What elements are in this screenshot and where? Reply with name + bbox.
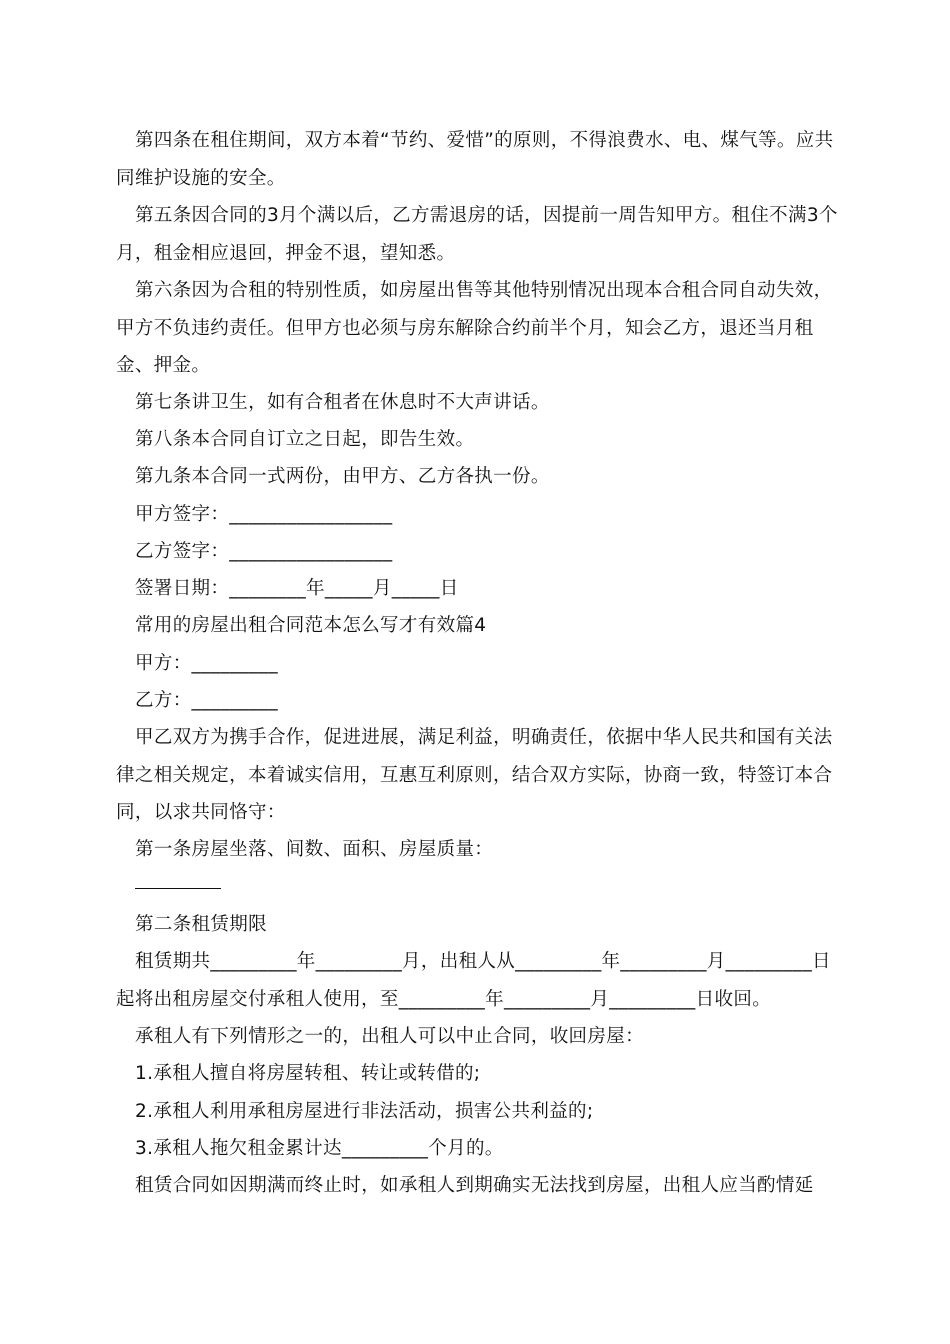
clause-1-blank-line xyxy=(135,888,221,889)
clause-1-paragraph: 第一条房屋坐落、间数、面积、房屋质量： xyxy=(135,839,494,860)
signing-date-line: 签署日期：________年_____月_____日 xyxy=(135,578,459,599)
termination-item-2: 2.承租人利用承租房屋进行非法活动，损害公共利益的; xyxy=(135,1101,594,1122)
party-a-line: 甲方：_________ xyxy=(135,653,278,674)
article-8-paragraph: 第八条本合同自订立之日起，即告生效。 xyxy=(135,429,475,450)
expiry-paragraph: 租赁合同如因期满而终止时，如承租人到期确实无法找到房屋，出租人应当酌情延 xyxy=(135,1175,814,1196)
article-6-paragraph: 第六条因为合租的特别性质，如房屋出售等其他特别情况出现本合租合同自动失效，甲方不负违约责任。但甲方也必须与房东解除合约前半个月，知会乙方，退还当月租金、押金。 xyxy=(116,280,833,376)
article-9-paragraph: 第九条本合同一式两份，由甲方、乙方各执一份。 xyxy=(135,466,550,487)
party-a-signature-line: 甲方签字：_________________ xyxy=(135,504,393,525)
preamble-paragraph: 甲乙双方为携手合作，促进进展，满足利益，明确责任，依据中华人民共和国有关法律之相关规定，本着诚实信用，互惠互利原则，结合双方实际，协商一致，特签订本合同，以求共同恪守： xyxy=(116,727,833,823)
termination-item-1: 1.承租人擅自将房屋转租、转让或转借的; xyxy=(135,1063,481,1084)
party-b-line: 乙方：_________ xyxy=(135,690,278,711)
lease-term-paragraph: 租赁期共_________年_________月，出租人从_________年_________月_________日起将出租房屋交付承租人使用，至_________年_________月_________日收回。 xyxy=(116,951,831,1010)
party-b-signature-line: 乙方签字：_________________ xyxy=(135,541,393,562)
section-heading: 常用的房屋出租合同范本怎么写才有效篇4 xyxy=(135,615,487,636)
clause-2-heading: 第二条租赁期限 xyxy=(135,914,267,935)
article-7-paragraph: 第七条讲卫生，如有合租者在休息时不大声讲话。 xyxy=(135,392,550,413)
article-5-paragraph: 第五条因合同的3月个满以后，乙方需退房的话，因提前一周告知甲方。租住不满3个月，租金相应退回，押金不退，望知悉。 xyxy=(116,205,838,264)
termination-intro-paragraph: 承租人有下列情形之一的，出租人可以中止合同，收回房屋： xyxy=(135,1026,644,1047)
termination-item-3: 3.承租人拖欠租金累计达_________个月的。 xyxy=(135,1138,504,1159)
article-4-paragraph: 第四条在租住期间，双方本着“节约、爱惜”的原则，不得浪费水、电、煤气等。应共同维护设施的安全。 xyxy=(116,130,834,189)
